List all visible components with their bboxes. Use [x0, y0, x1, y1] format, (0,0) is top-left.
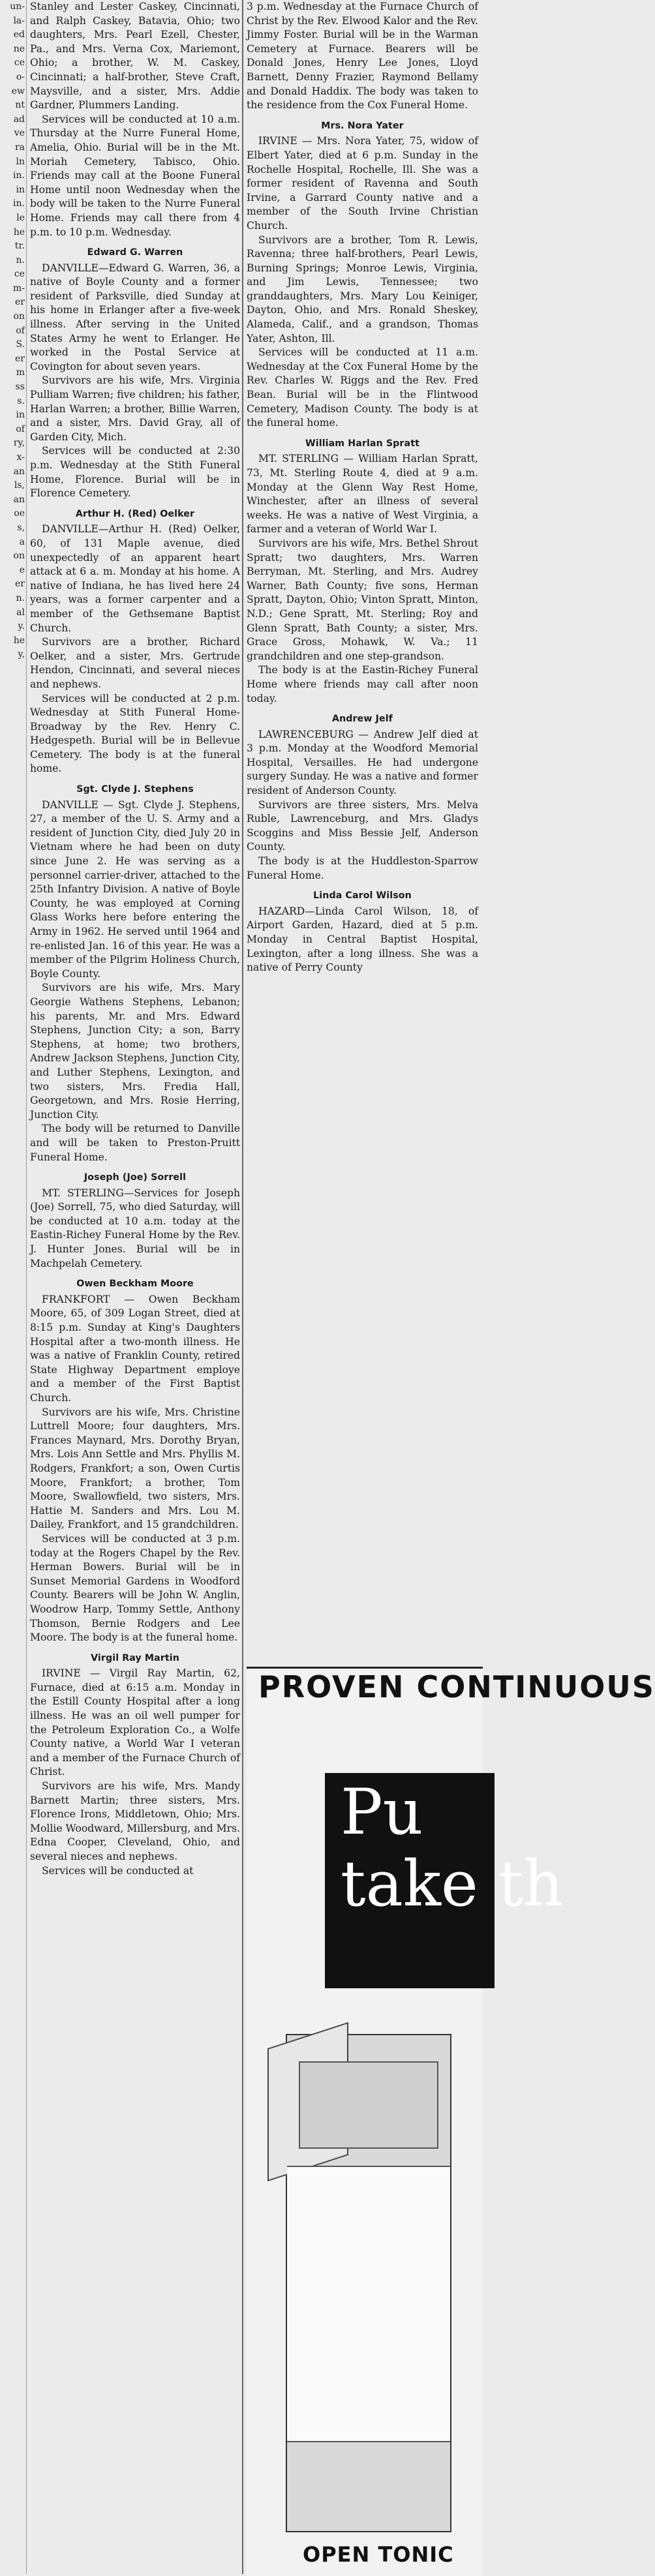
edge-fragment: nt [15, 100, 25, 111]
obituary-paragraph: The body will be returned to Danville and will be taken to Preston-Pruitt Funeral Home. [30, 1123, 240, 1163]
obituary-paragraph: Services will be conducted at [42, 1864, 194, 1877]
edge-fragment: in. [13, 170, 25, 181]
edge-fragment: ne [13, 43, 25, 54]
obituary-paragraph: Services will be conducted at 3 p.m. today at the Rogers Chapel by the Rev. Herman Bowers. Burial will be in Sunset Memorial Gardens in Woodford County. Bearers will be John W. Anglin, Woodrow Harp, Tommy Settle, Anthony Thomson, Bernie Rodgers and Lee Moore. The body is at the funeral home. [30, 1532, 240, 1644]
edge-fragment: oe [14, 508, 25, 519]
obituary-stephens [30, 783, 240, 1164]
obituary-jelf [247, 712, 478, 883]
ad-big-line-1: Pu [341, 1776, 423, 1849]
obituary-yater [247, 119, 478, 431]
edge-fragment: ln [16, 156, 25, 167]
edge-fragment: al [16, 607, 25, 618]
edge-fragment: ry, [13, 438, 25, 449]
obituary-heading: Linda Carol Wilson [313, 890, 412, 902]
edge-fragment: ss [15, 382, 25, 393]
edge-fragment: a [19, 536, 25, 547]
edge-fragment: y, [18, 649, 25, 660]
edge-fragment: ve [14, 128, 25, 139]
obituary-paragraph: Stanley and Lester Caskey, Cincinnati, and Ralph Caskey, Batavia, Ohio; two daughters, Mrs. Pearl Ezell, Chester, Pa., and Mrs. Verna Cox, Mariemont, Ohio; a brother, W. M. Caskey, Cincinnati; a half-brother, Steve Craft, Maysville, and a sister, Mrs. Addie Gardner, Plummers Landing. [30, 1, 240, 112]
obituary-paragraph: IRVINE — Mrs. Nora Yater, 75, widow of Elbert Yater, died at 6 p.m. Sunday in the Rochelle Hospital, Rochelle, Ill. She was a former resident of Ravenna and South Irvine, a Garrard County native and a member of the South Irvine Christian Church. [247, 135, 478, 232]
obituary-paragraph: MT. STERLING — William Harlan Spratt, 73, Mt. Sterling Route 4, died at 9 a.m. Monday at the Glenn Way Rest Home, Winchester, after an illness of several weeks. He was a native of West Virginia, a farmer and a veteran of World War I. [247, 453, 478, 536]
edge-fragment: on [13, 311, 25, 322]
ad-product-door [299, 2061, 438, 2149]
ad-product-illustration [286, 2034, 451, 2532]
obituary-spratt [247, 437, 478, 706]
advertisement [247, 1667, 655, 2576]
edge-fragment: la- [13, 15, 25, 26]
edge-fragment: er [15, 297, 25, 308]
obituary-paragraph: Survivors are a brother, Richard Oelker, and a sister, Mrs. Gertrude Hendon, Cincinnati, and several nieces and nephews. [30, 636, 240, 690]
obituary-paragraph: Survivors are his wife, Mrs. Mandy Barnett Martin; three sisters, Mrs. Florence Irons, Middletown, Ohio; Mrs. Mollie Woodward, Millersburg, and Mrs. Edna Cooper, Cleveland, Ohio, and several nieces and nephews. [30, 1780, 240, 1862]
obituary-paragraph: The body is at the Huddleston-Sparrow Funeral Home. [247, 855, 478, 881]
edge-fragment: ra [14, 142, 25, 153]
edge-fragment: in [16, 410, 25, 421]
obituary-moore [30, 1277, 240, 1644]
obituary-heading: William Harlan Spratt [305, 438, 419, 449]
obituary-paragraph: Services will be conducted at 2:30 p.m. Wednesday at the Stith Funeral Home, Florence. Burial will be in Florence Cemetery. [30, 445, 240, 500]
obituary-paragraph: HAZARD—Linda Carol Wilson, 18, of Airport Garden, Hazard, died at 5 p.m. Monday in Central Baptist Hospital, Lexington, after a long illness. She was a native of Perry County [247, 905, 478, 974]
edge-fragment: s, [17, 522, 25, 533]
obituary-oelker [30, 508, 240, 776]
edge-fragment: m- [12, 282, 25, 294]
edge-fragment: o- [16, 71, 25, 82]
obituary-martin [30, 1652, 240, 1879]
edge-fragment: ls, [14, 480, 25, 491]
edge-fragment: in [16, 184, 25, 195]
obituary-wilson [247, 889, 478, 975]
edge-fragment: n. [16, 254, 25, 265]
obituary-paragraph: Services will be conducted at 11 a.m. Wednesday at the Cox Funeral Home by the Rev. Charles W. Riggs and the Rev. Fred Bean. Burial will be in the Flintwood Cemetery, Madison County. The body is at the funeral home. [247, 346, 478, 429]
obituary-paragraph: Services will be conducted at 10 a.m. Thursday at the Nurre Funeral Home, Amelia, Ohio. Burial will be in the Mt. Moriah Cemetery, Tabisco, Ohio. Friends may call at the Boone Funeral Home until noon Wednesday when the body will be taken to the Nurre Funeral Home. Friends may call there from 4 p.m. to 10 p.m. Wednesday. [30, 113, 240, 238]
edge-fragment: S. [16, 339, 25, 350]
column-rule [242, 0, 243, 2574]
edge-fragment: n. [16, 592, 25, 603]
obituary-paragraph: FRANKFORT — Owen Beckham Moore, 65, of 309 Logan Street, died at 8:15 p.m. Sunday at King's Daughters Hospital after a two-month illness. He was a native of Franklin County, retired State Highway Department employe and a member of the First Baptist Church. [30, 1293, 240, 1404]
edge-fragment: ce [14, 269, 25, 280]
edge-fragment: on [13, 551, 25, 562]
obituary-paragraph: Survivors are his wife, Mrs. Christine Luttrell Moore; four daughters, Mrs. Frances Maynard, Mrs. Dorothy Bryan, Mrs. Lois Ann Settle and Mrs. Phyllis M. Rodgers, Frankfort; a son, Owen Curtis Moore, Frankfort; a brother, Tom Moore, Swallowfield, two sisters, Mrs. Hattie M. Sanders and Mrs. Lou M. Dailey, Frankfort, and 15 grandchildren. [30, 1406, 240, 1531]
edge-fragment: er [15, 579, 25, 590]
obituary-paragraph: DANVILLE—Arthur H. (Red) Oelker, 60, of 131 Maple avenue, died unexpectedly of an apparent heart attack at 6 a. m. Monday at his home. A native of Indiana, he has lived here 24 years, was a former carpenter and a member of the Gethsemane Baptist Church. [30, 523, 240, 634]
obituary-caskey [30, 0, 240, 239]
edge-fragment: m [16, 367, 25, 378]
obituary-paragraph: DANVILLE — Sgt. Clyde J. Stephens, 27, a member of the U. S. Army and a resident of Junction City, died July 20 in Vietnam where he had been on duty since June 2. He was serving as a personnel carrier-driver, attached to the 25th Infantry Division. A native of Boyle County, he was employed at Corning Glass Works here before entering the Army in 1962. He served until 1964 and re-enlisted Jan. 16 of this year. He was a member of the Pilgrim Holiness Church, Boyle County. [30, 798, 240, 980]
obituary-martin-cont [247, 0, 478, 113]
obituary-heading: Sgt. Clyde J. Stephens [76, 784, 194, 795]
obituary-column-left [30, 0, 240, 2574]
obituary-paragraph: LAWRENCEBURG — Andrew Jelf died at 3 p.m. Monday at the Woodford Memorial Hospital, Versailles. He had undergone surgery Sunday. He was a native and former resident of Anderson County. [247, 728, 478, 797]
obituary-heading: Mrs. Nora Yater [321, 120, 404, 131]
edge-fragment: of [16, 325, 25, 336]
ad-big-line-2: take th [341, 1847, 564, 1920]
obituary-paragraph: The body is at the Eastin-Richey Funeral Home where friends may call after noon today. [247, 664, 478, 705]
edge-fragment: y. [18, 621, 25, 632]
obituary-heading: Owen Beckham Moore [76, 1279, 194, 1290]
edge-fragment: ce [14, 57, 25, 68]
edge-fragment: an [13, 494, 25, 505]
edge-fragment: s. [17, 395, 25, 406]
ad-black-block [325, 1773, 564, 1988]
edge-fragment: x- [16, 452, 25, 462]
obituary-paragraph: DANVILLE—Edward G. Warren, 36, a native of Boyle County and a former resident of Parksville, died Sunday at his home in Erlanger after a five-week illness. After serving in the United States Army he went to Erlanger. He worked in the Postal Service at Covington for about seven years. [30, 262, 240, 372]
edge-fragment: tr. [14, 241, 25, 252]
obituary-paragraph: IRVINE — Virgil Ray Martin, 62, Furnace, died at 6:15 a.m. Monday in the Estill County Hospital after a long illness. He was an oil well pumper for the Petroleum Exploration Co., a Wolfe County native, a World War I veteran and a member of the Furnace Church of Christ. [30, 1667, 240, 1778]
obituary-heading: Andrew Jelf [332, 714, 393, 725]
ad-headline: PROVEN CONTINUOUS [258, 1669, 655, 1705]
obituary-heading: Arthur H. (Red) Oelker [75, 508, 195, 519]
edge-fragment: ew [11, 85, 25, 97]
edge-fragment: un- [10, 1, 25, 12]
edge-fragment: of [16, 423, 25, 434]
obituary-warren [30, 246, 240, 501]
obituary-paragraph: Survivors are a brother, Tom R. Lewis, Ravenna; three half-brothers, Pearl Lewis, Burning Springs; Monroe Lewis, Virginia, and Jim Lewis, Tennessee; two granddaughters, Mrs. Mary Lou Keiniger, Dayton, Ohio, and Mrs. Ronald Sheskey, Alameda, Calif., and a grandson, Thomas Yater, Ashton, Ill. [247, 234, 478, 344]
obituary-paragraph: Survivors are his wife, Mrs. Mary Georgie Wathens Stephens, Lebanon; his parents, Mr. and Mrs. Edward Stephens, Junction City; a son, Barry Stephens, at home; two brothers, Andrew Jackson Stephens, Junction City, and Luther Stephens, Lexington, and two sisters, Mrs. Fredia Hall, Georgetown, and Mrs. Rosie Herring, Junction City. [30, 982, 240, 1121]
edge-fragment: he [13, 635, 25, 646]
obituary-paragraph: MT. STERLING—Services for Joseph (Joe) Sorrell, 75, who died Saturday, will be conducted at 10 a.m. today at the Eastin-Richey Funeral Home by the Rev. J. Hunter Jones. Burial will be in Machpelah Cemetery. [30, 1187, 240, 1269]
obituary-sorrell [30, 1171, 240, 1271]
obituary-paragraph: Survivors are his wife, Mrs. Virginia Pulliam Warren; five children; his father, Harlan Warren; a brother, Billie Warren, and a sister, Mrs. David Gray, all of Garden City, Mich. [30, 374, 240, 443]
ad-footer-text: OPEN TONIC [303, 2542, 454, 2567]
edge-fragment: er [15, 353, 25, 364]
obituary-heading: Virgil Ray Martin [91, 1652, 179, 1663]
obituary-heading: Edward G. Warren [87, 247, 183, 258]
obituary-paragraph: Survivors are three sisters, Mrs. Melva Ruble, Lawrenceburg, and Mrs. Gladys Scoggins and Miss Bessie Jelf, Anderson County. [247, 798, 478, 853]
edge-fragment: ad [13, 114, 25, 125]
edge-fragment: he [13, 226, 25, 237]
left-edge-fragments [0, 0, 27, 2574]
edge-fragment: an [13, 466, 25, 477]
edge-fragment: le [16, 212, 25, 223]
obituary-paragraph: 3 p.m. Wednesday at the Furnace Church of Christ by the Rev. Elwood Kalor and the Rev. Jimmy Foster. Burial will be in the Warman Cemetery at Furnace. Bearers will be Donald Jones, Henry Lee Jones, Lloyd Barnett, Denny Frazier, Raymond Bellamy and Donald Haddix. The body was taken to the residence from the Cox Funeral Home. [247, 1, 478, 112]
ad-product-panel [287, 2166, 450, 2442]
obituary-paragraph: Services will be conducted at 2 p.m. Wednesday at Stith Funeral Home-Broadway by the Rev. Henry C. Hedgespeth. Burial will be in Bellevue Cemetery. The body is at the funeral home. [30, 692, 240, 775]
edge-fragment: e [19, 564, 25, 575]
edge-fragment: ed [13, 29, 25, 40]
obituary-heading: Joseph (Joe) Sorrell [84, 1172, 187, 1183]
obituary-paragraph: Survivors are his wife, Mrs. Bethel Shrout Spratt; two daughters, Mrs. Warren Berryman, Mt. Sterling, and Mrs. Audrey Warner, Bath County; five sons, Herman Spratt, Dayton, Ohio; Vinton Spratt, Minton, N.D.; Gene Spratt, Mt. Sterling; Roy and Glenn Spratt, Bath County; a sister, Mrs. Grace Gross, Mohawk, W. Va.; 11 grandchildren and one step-grandson. [247, 537, 478, 662]
edge-fragment: in. [13, 198, 25, 209]
